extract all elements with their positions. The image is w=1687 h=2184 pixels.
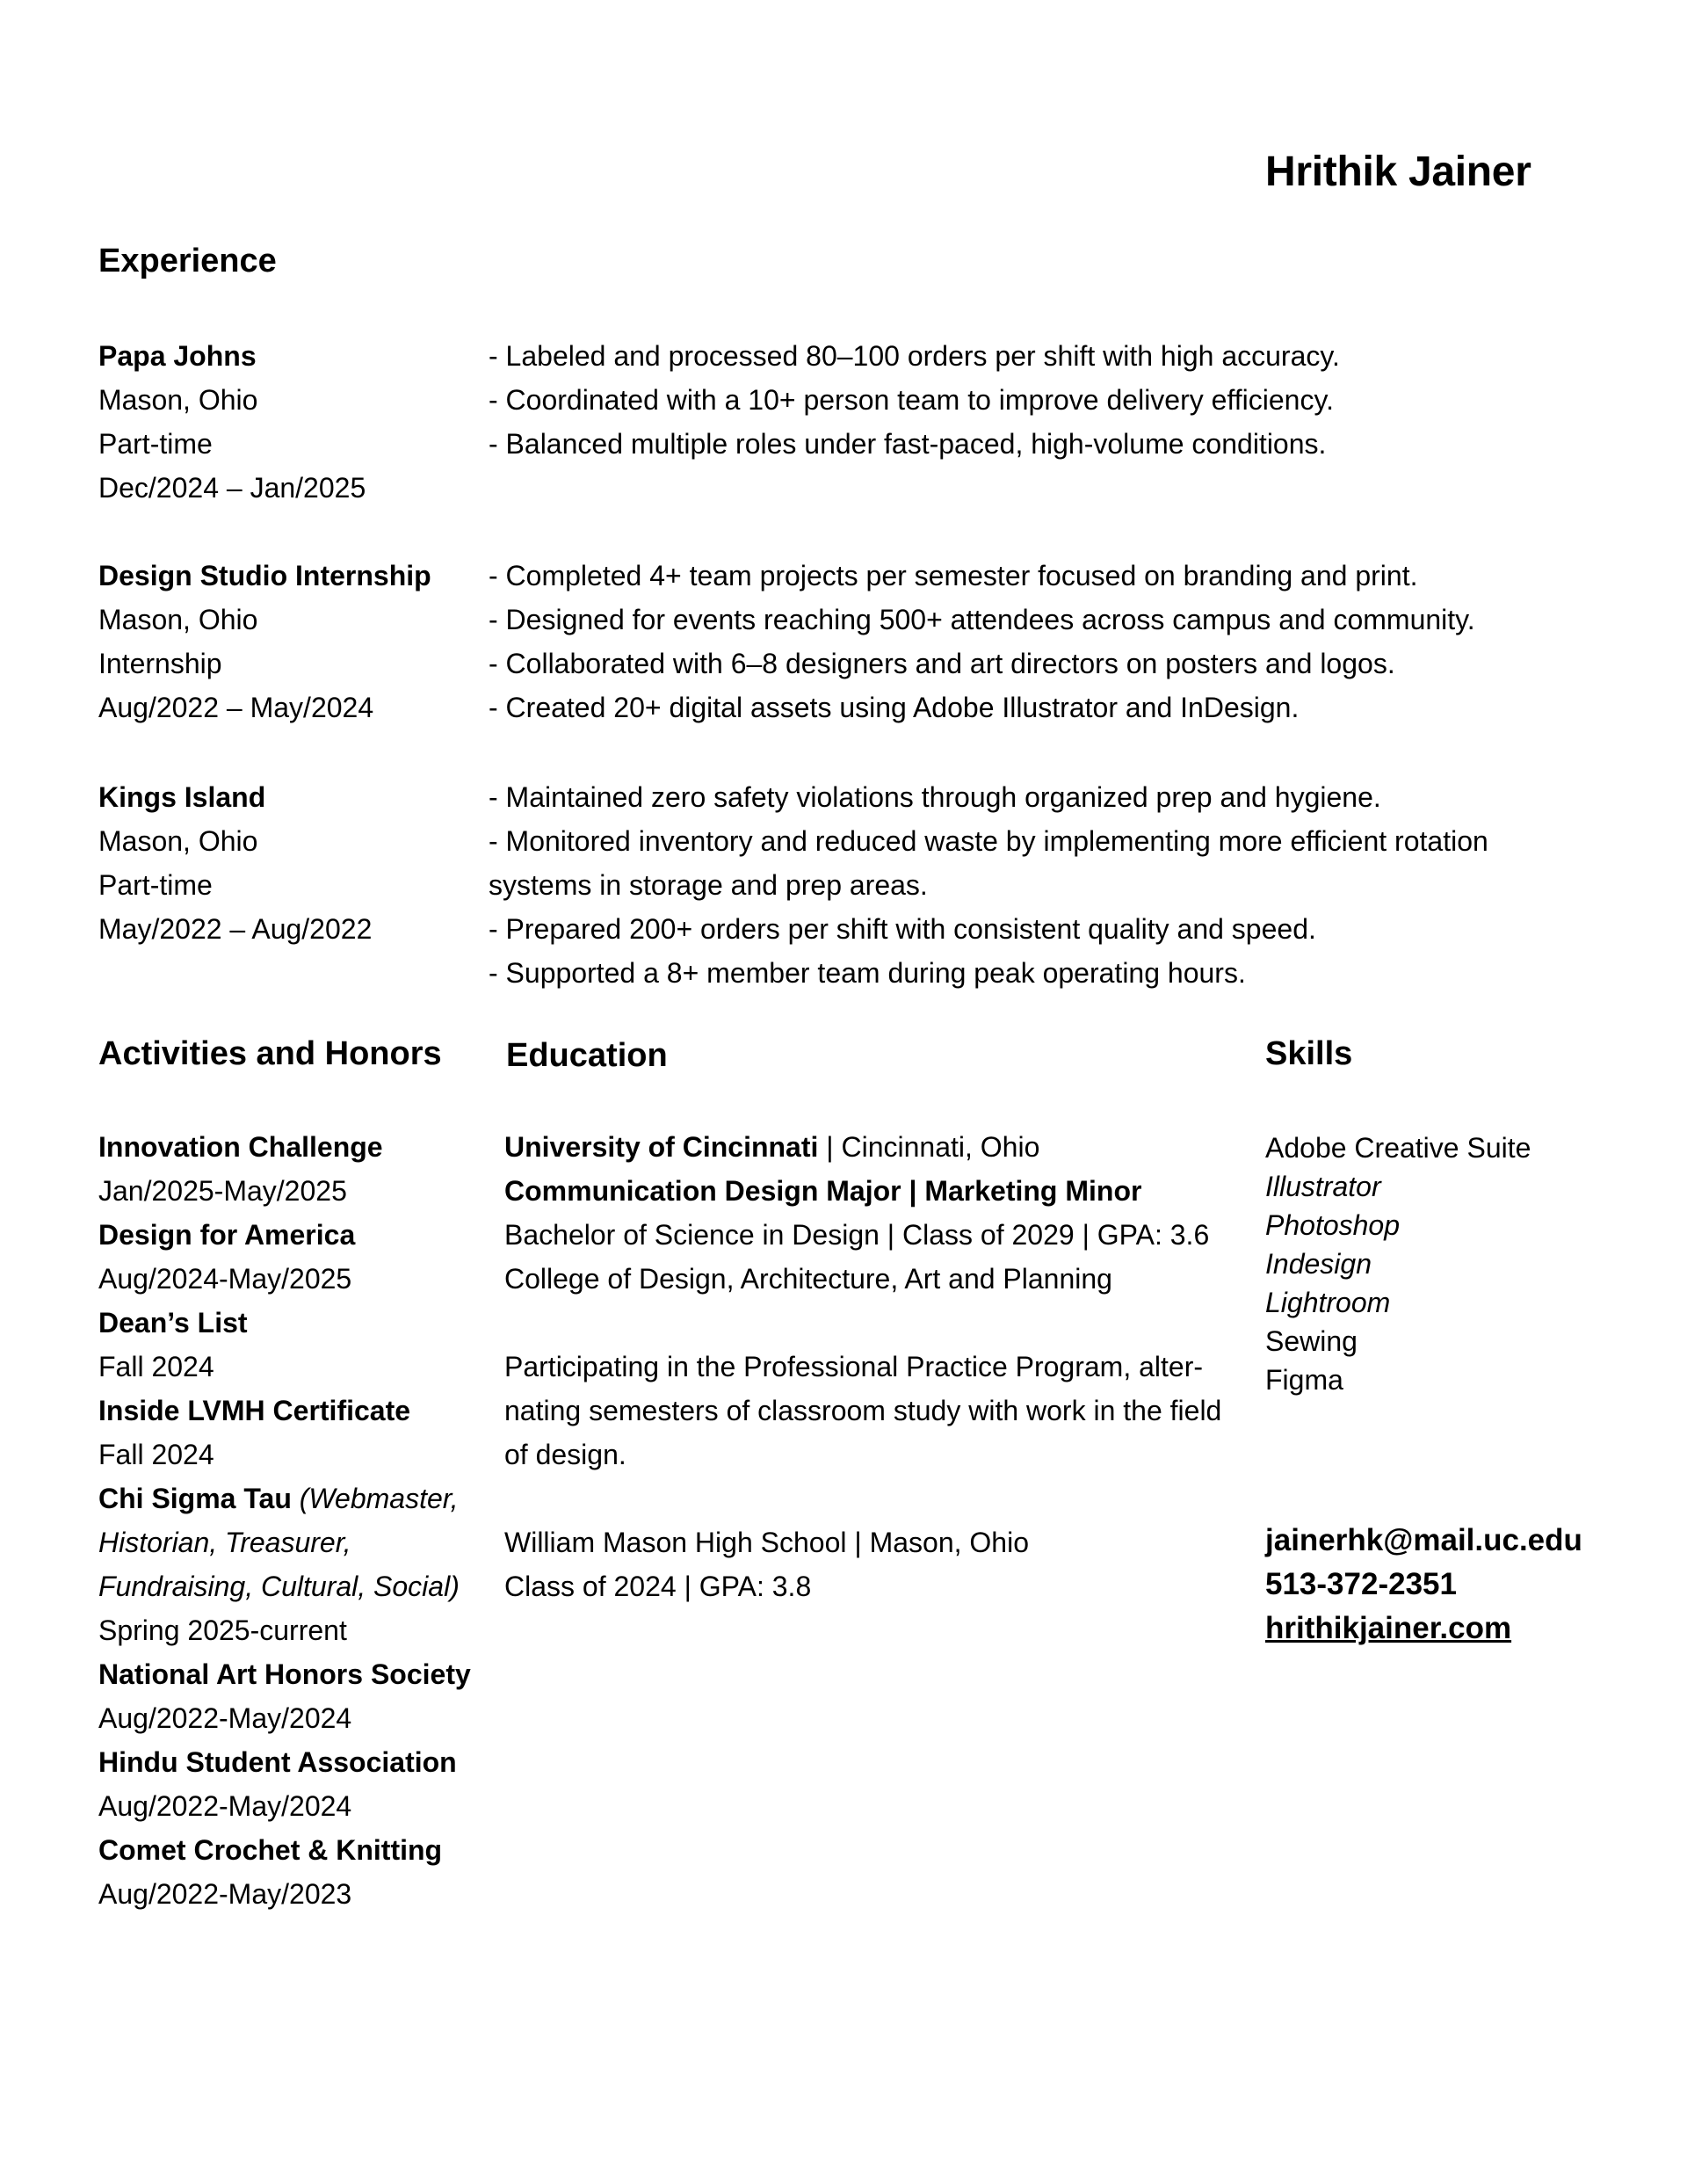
skills-list (1265, 1128, 1652, 1399)
skill-item: Lightroom (1265, 1287, 1391, 1318)
job-bullet: - Supported a 8+ member team during peak operating hours. (489, 957, 1246, 989)
activity-dates: Aug/2022-May/2024 (98, 1790, 352, 1822)
job-bullet: - Completed 4+ team projects per semester focused on branding and print. (489, 560, 1418, 591)
activities-heading: Activities and Honors (98, 1035, 442, 1072)
job-title: Kings Island (98, 781, 266, 813)
skills-heading: Skills (1265, 1035, 1353, 1072)
job-bullet: - Designed for events reaching 500+ attendees across campus and community. (489, 604, 1475, 635)
job-dates: May/2022 – Aug/2022 (98, 913, 373, 945)
job-location: Mason, Ohio (98, 825, 258, 857)
job-entry (98, 554, 485, 729)
activity-dates: Fall 2024 (98, 1439, 214, 1470)
job-type: Part-time (98, 869, 213, 901)
job-bullet: - Collaborated with 6–8 designers and art directors on posters and logos. (489, 648, 1395, 679)
university-line (504, 1125, 1225, 1169)
skill-item: Indesign (1265, 1248, 1372, 1280)
job-bullets (489, 554, 1631, 729)
spacer (504, 1301, 1225, 1345)
education-heading: Education (506, 1037, 668, 1074)
job-location: Mason, Ohio (98, 384, 258, 416)
job-bullets (489, 334, 1631, 466)
college: College of Design, Architecture, Art and Planning (504, 1263, 1112, 1295)
activity-roles: (Webmaster, (291, 1483, 459, 1514)
program-text: nating semesters of classroom study with work in the field (504, 1395, 1222, 1426)
activity-roles: Historian, Treasurer, (98, 1527, 351, 1558)
activity-dates: Aug/2024-May/2025 (98, 1263, 352, 1295)
activity-dates: Fall 2024 (98, 1351, 214, 1382)
website-link[interactable]: hrithikjainer.com (1265, 1611, 1512, 1645)
activity-roles: Fundraising, Cultural, Social) (98, 1571, 460, 1602)
activity-title: Chi Sigma Tau (98, 1483, 292, 1514)
job-title: Design Studio Internship (98, 560, 431, 591)
job-bullet: systems in storage and prep areas. (489, 869, 928, 901)
activity-dates: Spring 2025-current (98, 1614, 347, 1646)
email-link[interactable]: jainerhk@mail.uc.edu (1265, 1523, 1582, 1557)
job-type: Part-time (98, 428, 213, 460)
skill-item: Photoshop (1265, 1209, 1401, 1241)
skill-item: Sewing (1265, 1325, 1358, 1357)
program-text: of design. (504, 1439, 626, 1470)
activities-list (98, 1125, 511, 1916)
job-dates: Dec/2024 – Jan/2025 (98, 472, 366, 504)
skill-suite: Adobe Creative Suite (1265, 1132, 1531, 1164)
job-bullet: - Balanced multiple roles under fast-paced, high-volume conditions. (489, 428, 1327, 460)
skill-item: Figma (1265, 1364, 1343, 1396)
job-dates: Aug/2022 – May/2024 (98, 692, 374, 723)
skill-item: Illustrator (1265, 1171, 1381, 1202)
activity-dates: Aug/2022-May/2024 (98, 1702, 352, 1734)
phone-number[interactable]: 513-372-2351 (1265, 1567, 1457, 1601)
job-bullets (489, 775, 1631, 995)
program-text: Participating in the Professional Practice Program, alter- (504, 1351, 1204, 1382)
university-name: University of Cincinnati (504, 1131, 819, 1163)
experience-heading: Experience (98, 243, 277, 279)
spacer (504, 1477, 1225, 1520)
job-bullet: - Prepared 200+ orders per shift with consistent quality and speed. (489, 913, 1316, 945)
resume-name: Hrithik Jainer (1265, 149, 1531, 195)
majors: Communication Design Major | Marketing Minor (504, 1175, 1142, 1207)
activity-title: Comet Crochet & Knitting (98, 1834, 443, 1866)
activity-title: Innovation Challenge (98, 1131, 383, 1163)
activity-dates: Jan/2025-May/2025 (98, 1175, 347, 1207)
job-bullet: - Created 20+ digital assets using Adobe Illustrator and InDesign. (489, 692, 1300, 723)
job-entry (98, 334, 485, 510)
activity-title: National Art Honors Society (98, 1658, 471, 1690)
job-entry (98, 775, 485, 951)
job-location: Mason, Ohio (98, 604, 258, 635)
activity-title: Hindu Student Association (98, 1746, 457, 1778)
activity-title-with-roles (98, 1477, 511, 1520)
job-type: Internship (98, 648, 222, 679)
job-bullet: - Labeled and processed 80–100 orders per shift with high accuracy. (489, 340, 1340, 372)
activity-title: Design for America (98, 1219, 356, 1251)
high-school: William Mason High School | Mason, Ohio (504, 1527, 1029, 1558)
high-school-info: Class of 2024 | GPA: 3.8 (504, 1571, 812, 1602)
university-location: | Cincinnati, Ohio (818, 1131, 1040, 1163)
education-section (504, 1125, 1225, 1608)
activity-title: Inside LVMH Certificate (98, 1395, 411, 1426)
job-title: Papa Johns (98, 340, 257, 372)
activity-dates: Aug/2022-May/2023 (98, 1878, 352, 1910)
job-bullet: - Monitored inventory and reduced waste by implementing more efficient rotation (489, 825, 1488, 857)
activity-title: Dean’s List (98, 1307, 248, 1339)
degree: Bachelor of Science in Design | Class of 2029 | GPA: 3.6 (504, 1219, 1210, 1251)
contact-block (1265, 1519, 1582, 1651)
job-bullet: - Maintained zero safety violations through organized prep and hygiene. (489, 781, 1381, 813)
job-bullet: - Coordinated with a 10+ person team to improve delivery efficiency. (489, 384, 1334, 416)
